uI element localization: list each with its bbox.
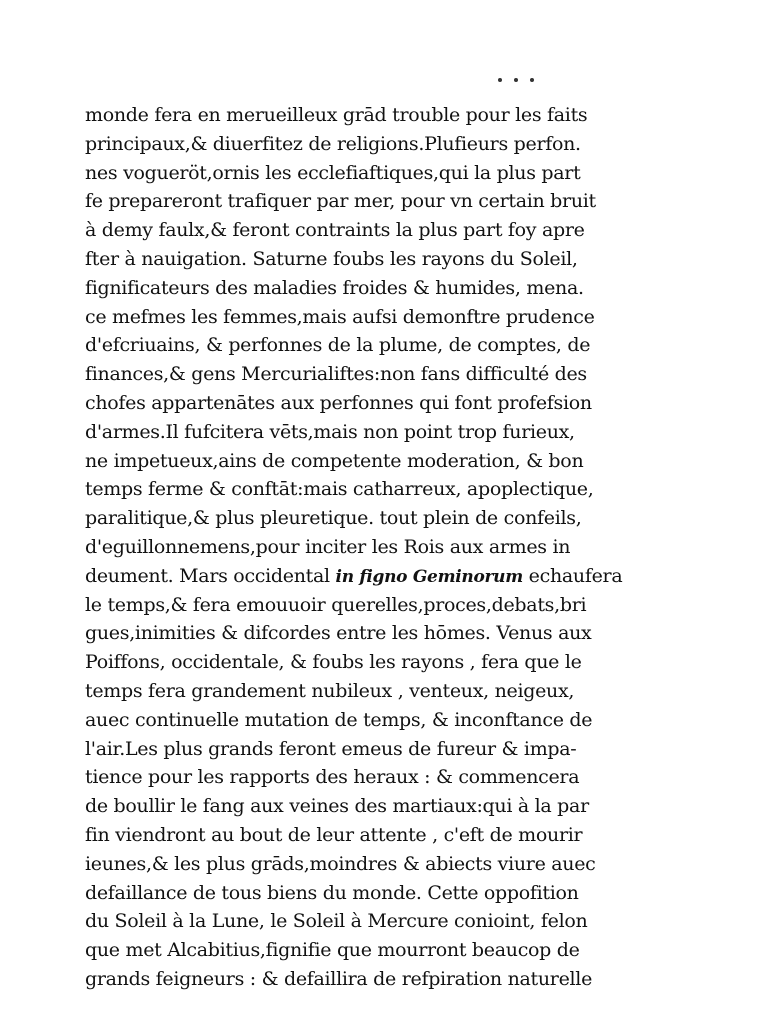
text-line: le temps,& fera emouuoir querelles,proces,debats,bri <box>85 593 587 616</box>
text-line: temps fera grandement nubileux , venteux, neigeux, <box>85 679 575 702</box>
text-segment: deument. Mars occidental <box>85 564 336 587</box>
text-line: temps ferme & conftāt:mais catharreux, apoplectique, <box>85 478 594 501</box>
text-line: à demy faulx,& feront contraints la plus part foy apre <box>85 219 585 242</box>
text-line: principaux,& diuerfitez de religions.Plufieurs perfon. <box>85 132 581 155</box>
italic-phrase: in figno Geminorum <box>335 566 523 587</box>
text-line: monde fera en merueilleux grād trouble pour les faits <box>85 104 588 126</box>
ink-dot <box>530 78 534 82</box>
text-line: grands feigneurs : & defaillira de refpiration naturelle <box>85 967 593 990</box>
text-segment: echaufera <box>522 564 623 587</box>
text-line: que met Alcabitius,fignifie que mourront beaucop de <box>85 939 580 962</box>
text-line: paralitique,& plus pleuretique. tout plein de confeils, <box>85 507 582 530</box>
ink-dot <box>514 78 518 82</box>
text-line: tience pour les rapports des heraux : & commencera <box>85 766 580 789</box>
text-line: defaillance de tous biens du monde. Cette oppofition <box>85 881 579 904</box>
body-text <box>85 101 675 994</box>
text-line: ce mefmes les femmes,mais aufsi demonftre prudence <box>85 305 595 328</box>
text-line: fignificateurs des maladies froides & humides, mena. <box>85 276 584 299</box>
text-line <box>85 562 675 591</box>
text-line: fe prepareront trafiquer par mer, pour vn certain bruit <box>85 190 596 213</box>
text-line: de boullir le fang aux veines des martiaux:qui à la par <box>85 795 589 818</box>
text-line: fter à nauigation. Saturne foubs les rayons du Soleil, <box>85 247 578 270</box>
text-line: du Soleil à la Lune, le Soleil à Mercure conioint, felon <box>85 910 588 933</box>
running-head-mark <box>498 78 534 84</box>
text-line: d'efcriuains, & perfonnes de la plume, de comptes, de <box>85 334 591 357</box>
text-line: d'armes.Il fufcitera vēts,mais non point trop furieux, <box>85 420 575 443</box>
text-line: Poiffons, occidentale, & foubs les rayons , fera que le <box>85 651 582 674</box>
text-line: fin viendront au bout de leur attente , c'eft de mourir <box>85 823 583 846</box>
text-line: ne impetueux,ains de competente moderation, & bon <box>85 449 584 472</box>
text-line: chofes appartenātes aux perfonnes qui font profefsion <box>85 391 592 414</box>
text-line: finances,& gens Mercurialiftes:non fans difficulté des <box>85 363 587 386</box>
ink-dot <box>498 78 502 82</box>
text-line: gues,inimities & difcordes entre les hōmes. Venus aux <box>85 622 592 645</box>
text-line: d'eguillonnemens,pour inciter les Rois aux armes in <box>85 535 571 558</box>
text-line: l'air.Les plus grands feront emeus de fureur & impa- <box>85 737 577 760</box>
text-line: auec continuelle mutation de temps, & inconftance de <box>85 708 593 731</box>
text-line: nes vogueröt,ornis les ecclefiaftiques,qui la plus part <box>85 161 581 184</box>
text-line: ieunes,& les plus grāds,moindres & abiects viure auec <box>85 852 596 875</box>
